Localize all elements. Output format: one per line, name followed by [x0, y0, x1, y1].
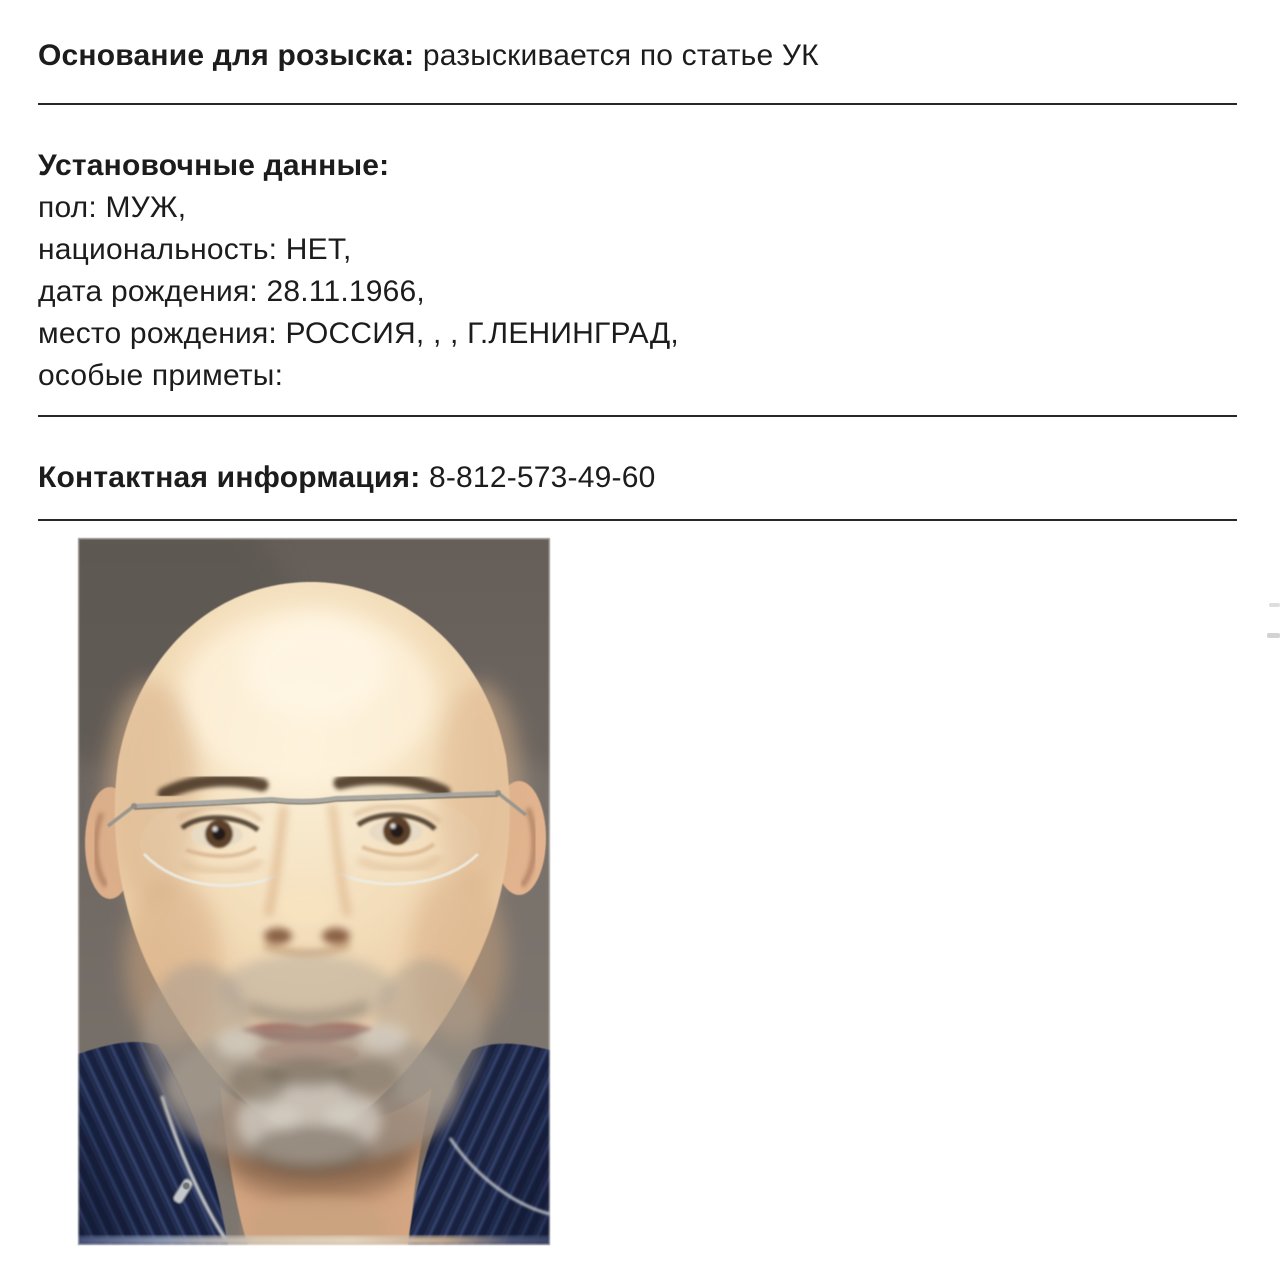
detail-nationality: национальность: НЕТ,	[38, 233, 352, 266]
contact-phone: 8-812-573-49-60	[428, 461, 656, 494]
scrollbar-remnant	[1269, 603, 1280, 607]
wanted-person-photo	[78, 538, 550, 1245]
wanted-record-page	[0, 35, 1280, 1245]
detail-gender: пол: МУЖ,	[38, 191, 187, 224]
section-divider	[38, 519, 1237, 521]
reason-value: разыскивается по статье УК	[422, 39, 819, 72]
detail-birthdate: дата рождения: 28.11.1966,	[38, 275, 425, 308]
details-section	[38, 145, 1280, 397]
section-divider	[38, 415, 1237, 417]
detail-birthplace: место рождения: РОССИЯ, , , Г.ЛЕНИНГРАД,	[38, 317, 679, 350]
portrait-svg	[78, 538, 550, 1245]
contact-label: Контактная информация:	[38, 461, 421, 494]
reason-line	[38, 35, 1280, 77]
detail-special-marks: особые приметы:	[38, 359, 284, 392]
reason-label: Основание для розыска:	[38, 39, 415, 72]
scrollbar-remnant	[1267, 633, 1280, 638]
contact-line	[38, 457, 1280, 499]
section-divider	[38, 103, 1237, 105]
details-title: Установочные данные:	[38, 149, 390, 182]
